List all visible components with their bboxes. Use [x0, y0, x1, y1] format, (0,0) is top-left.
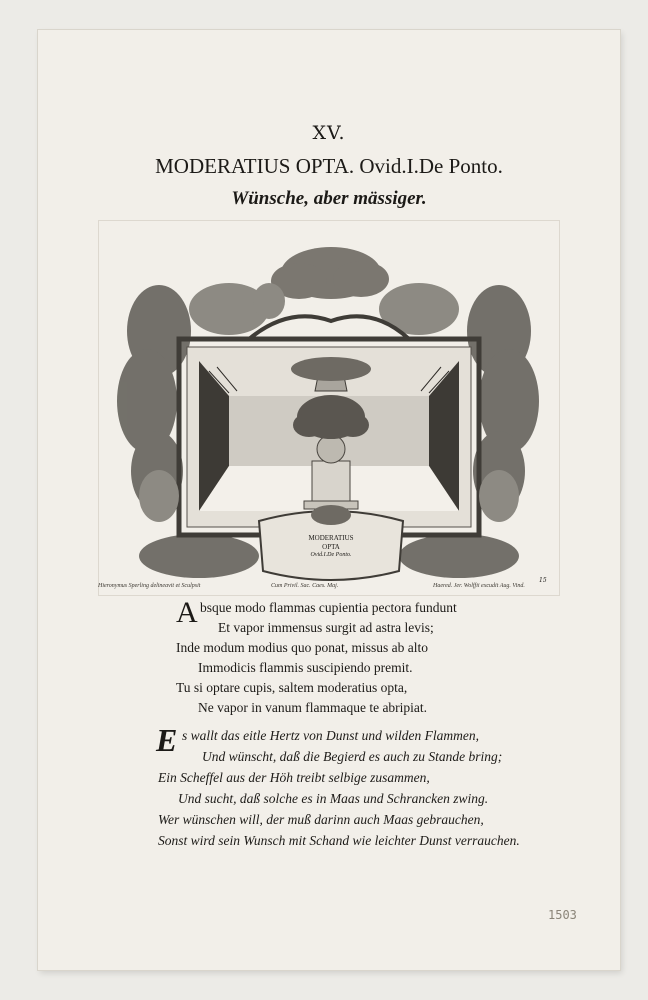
credit-privilege: Cum Privil. Sac. Caes. Maj.: [271, 583, 339, 589]
german-line-4: Und sucht, daß solche es in Maas und Schrancken zwing.: [178, 791, 489, 806]
cartouche-line3: Ovid.I.De Ponto.: [310, 552, 352, 558]
print-sheet: [38, 30, 620, 970]
german-initial: E: [156, 722, 178, 758]
latin-line-5: Tu si optare cupis, saltem moderatius opta,: [176, 680, 408, 695]
latin-line-1: bsque modo flammas cupientia pectora fundunt: [200, 600, 457, 615]
latin-line-6: Ne vapor in vanum flammaque te abripiat.: [198, 700, 428, 715]
engraving-plate: [98, 220, 560, 596]
latin-line-4: Immodicis flammis suscipiendo premit.: [198, 660, 413, 675]
credit-publisher: Haered. Jer. Wolffii excudit Aug. Vind.: [433, 583, 525, 589]
emblem-number: XV.: [312, 122, 346, 144]
latin-line-3: Inde modum modius quo ponat, missus ab alto: [176, 640, 428, 655]
plate-number: 15: [539, 577, 547, 584]
latin-line-2: Et vapor immensus surgit ad astra levis;: [218, 620, 434, 635]
german-title: Wünsche, aber mässiger.: [231, 188, 427, 209]
credit-engraver: Hieronymus Sperling delineavit et Sculpsit: [98, 583, 201, 589]
cartouche-line1: MODERATIUS: [308, 534, 354, 542]
handwritten-number: 1503: [548, 908, 577, 922]
german-line-5: Wer wünschen will, der muß darinn auch Maas gebrauchen,: [158, 812, 484, 827]
german-line-6: Sonst wird sein Wunsch mit Schand wie leichter Dunst verrauchen.: [158, 833, 520, 848]
german-line-3: Ein Scheffel aus der Höh treibt selbige zusammen,: [158, 770, 430, 785]
german-line-1: s wallt das eitle Hertz von Dunst und wilden Flammen,: [182, 728, 479, 743]
latin-initial: A: [176, 596, 198, 629]
german-line-2: Und wünscht, daß die Begierd es auch zu Stande bring;: [202, 749, 503, 764]
cartouche-line2: OPTA: [322, 543, 340, 551]
latin-motto: MODERATIUS OPTA. Ovid.I.De Ponto.: [155, 154, 503, 178]
